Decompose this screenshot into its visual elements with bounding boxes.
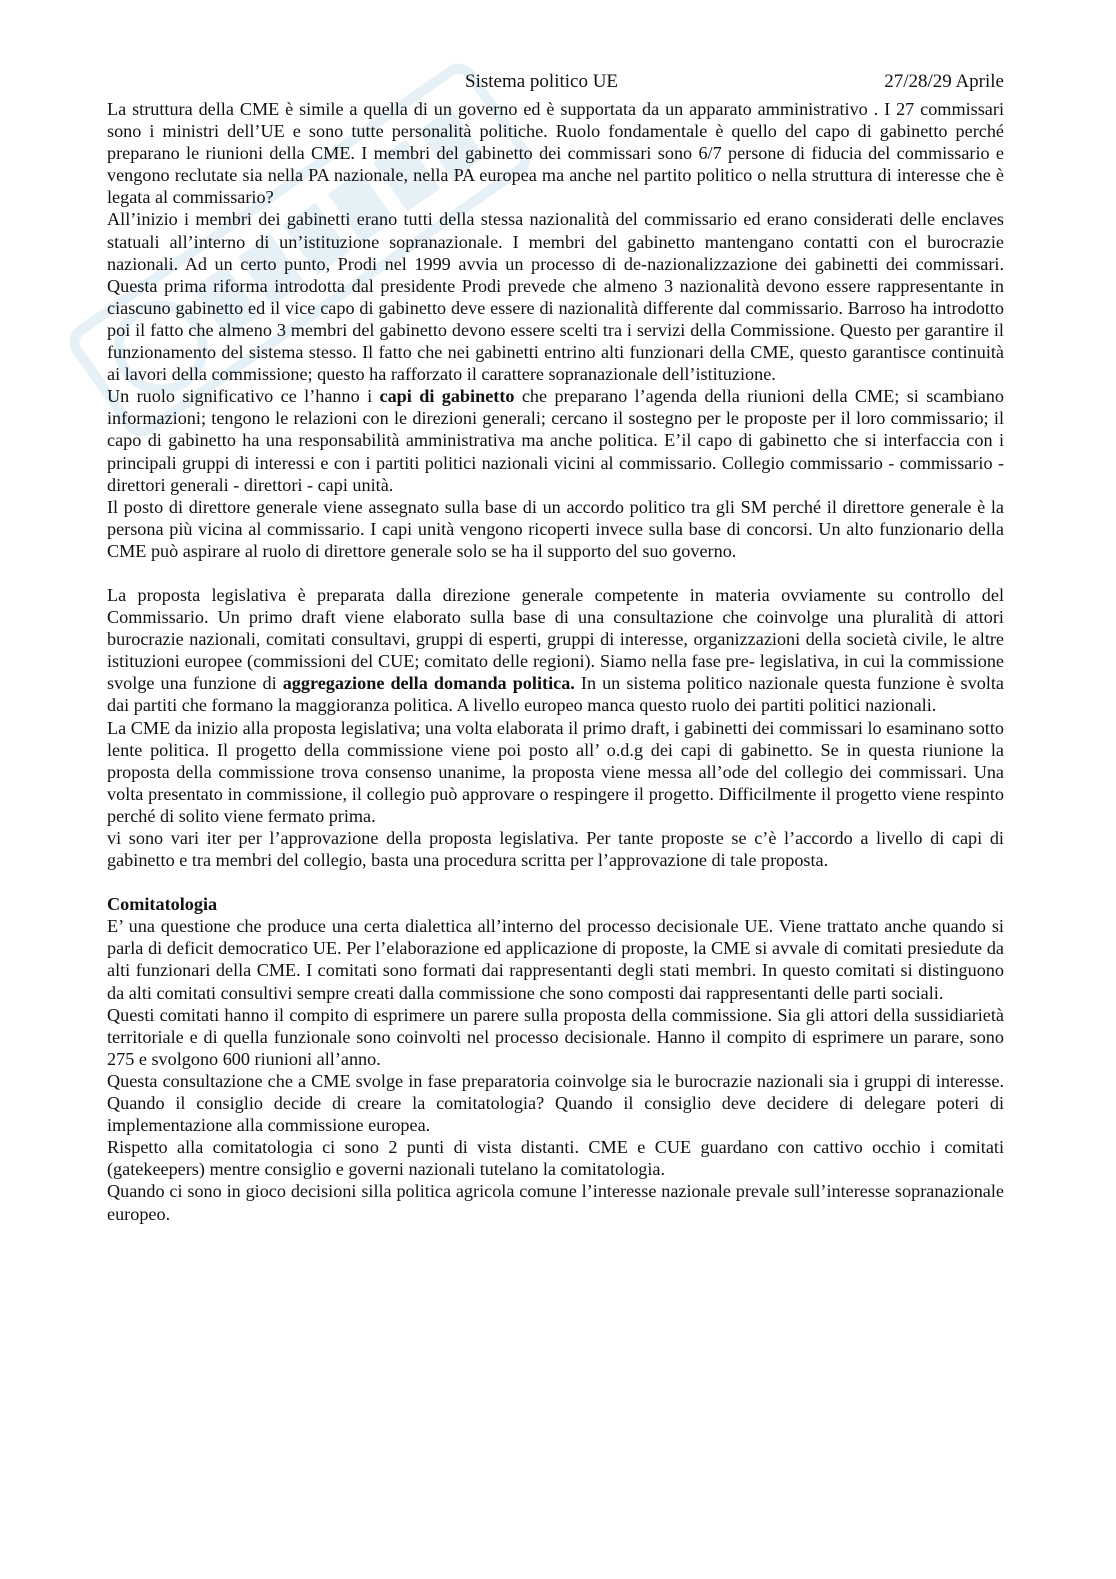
paragraph: Il posto di direttore generale viene assegnato sulla base di un accordo politico tra gli SM perché il direttore generale è la persona più vicina al commissario. I capi unità vengono ricoperti invece sulla base di concorsi. Un alto funzionario della CME può aspirare al ruolo di direttore generale solo se ha il supporto del suo governo. (107, 496, 1004, 561)
document-page (107, 66, 1004, 1225)
bold-term: aggregazione della domanda politica. (282, 673, 575, 694)
paragraph: Quando ci sono in gioco decisioni silla politica agricola comune l’interesse nazionale prevale sull’interesse sopranazionale europeo. (107, 1181, 1004, 1224)
document-body (107, 98, 1004, 1225)
blank-line (107, 562, 1004, 584)
paragraph: vi sono vari iter per l’approvazione della proposta legislativa. Per tante proposte se c’è l’accordo a livello di capi di gabinetto e tra membri del collegio, basta una procedura scritta per l’approvazione di tale proposta. (107, 828, 1004, 871)
bold-term: capi di gabinetto (379, 386, 515, 407)
section-heading: Comitatologia (107, 894, 218, 915)
paragraph (107, 385, 1004, 495)
text-run: Un ruolo significativo ce l’hanno i (107, 386, 380, 407)
text-run: In un sistema politico nazionale questa funzione è svolta dai partiti che formano la maggioranza politica. A livello europeo manca questo ruolo dei partiti politici nazionali. (107, 673, 1004, 716)
header-title: Sistema politico UE (465, 71, 619, 92)
text-run: La proposta legislativa è preparata dalla direzione generale competente in materia ovviamente su controllo del Commissario. Un primo draft viene elaborato sulla base di una consultazione che coinvolge una pluralità di attori burocrazie nazionali, comitati consultavi, gruppi di esperti, gruppi di interesse, organizzazioni della società civile, le altre istituzioni europee (commissioni del CUE; comitato delle regioni). Siamo nella fase pre- legislativa, in cui la commissione svolge una funzione di (107, 584, 1004, 694)
paragraph (107, 584, 1004, 717)
header-dates: 27/28/29 Aprile (884, 71, 1004, 92)
paragraph: Questa consultazione che a CME svolge in fase preparatoria coinvolge sia le burocrazie nazionali sia i gruppi di interesse. Quando il consiglio decide di creare la comitatologia? Quando il consiglio deve decidere di delegare poteri di implementazione alla commissione europea. (107, 1070, 1004, 1136)
page-header (107, 66, 1004, 98)
blank-line (107, 871, 1004, 893)
paragraph: La struttura della CME è simile a quella di un governo ed è supportata da un apparato amministrativo . I 27 commissari sono i ministri dell’UE e sono tutte personalità politiche. Ruolo fondamentale è quello del capo di gabinetto perché preparano le riunioni della CME. I membri del gabinetto dei commissari sono 6/7 persone di fiducia del commissario e vengono reclutate sia nella PA nazionale, nella PA europea ma anche nel partito politico o nella struttura di interesse che è legata al commissario? (107, 99, 1004, 208)
paragraph: Questi comitati hanno il compito di esprimere un parere sulla proposta della commissione. Sia gli attori della sussidiarietà territoriale e di quella funzionale sono coinvolti nel processo decisionale. Hanno il compito di esprimere un parare, sono 275 e svolgono 600 riunioni all’anno. (107, 1004, 1004, 1069)
paragraph: E’ una questione che produce una certa dialettica all’interno del processo decisionale UE. Viene trattato anche quando si parla di deficit democratico UE. Per l’elaborazione ed applicazione di proposte, la CME si avvale di comitati presiedute da alti funzionari della CME. I comitati sono formati dai rappresentanti degli stati membri. In questo comitati si distinguono da alti comitati consultivi sempre creati dalla commissione che sono composti dai rappresentanti delle parti sociali. (107, 916, 1004, 1003)
paragraph: All’inizio i membri dei gabinetti erano tutti della stessa nazionalità del commissario ed erano considerati delle enclaves statuali all’interno di un’istituzione sopranazionale. I membri del gabinetto mantengano contatti con el burocrazie nazionali. Ad un certo punto, Prodi nel 1999 avvia un processo di de-nazionalizzazione dei gabinetti dei commissari. Questa prima riforma introdotta dal presidente Prodi prevede che almeno 3 nazionalità devono essere rappresentante in ciascuno gabinetto ed il vice capo di gabinetto deve essere di nazionalità differente dal commissario. Barroso ha introdotto poi il fatto che almeno 3 membri del gabinetto devono essere scelti tra i servizi della Commissione. Questo per garantire il funzionamento del sistema stesso. Il fatto che nei gabinetti entrino alti funzionari della CME, questo garantisce continuità ai lavori della commissione; questo ha rafforzato il carattere sopranazionale dell’istituzione. (107, 209, 1004, 385)
paragraph: La CME da inizio alla proposta legislativa; una volta elaborata il primo draft, i gabinetti dei commissari lo esaminano sotto lente politica. Il progetto della commissione viene poi posto all’ o.d.g dei capi di gabinetto. Se in questa riunione la proposta della commissione trova consenso unanime, la proposta viene messa all’ode del collegio dei commissari. Una volta presentato in commissione, il collegio può approvare o respingere il progetto. Difficilmente il progetto viene respinto perché di solito viene fermato prima. (107, 717, 1004, 826)
text-run: che preparano l’agenda della riunioni della CME; si scambiano informazioni; tengono le relazioni con le direzioni generali; cercano il sostegno per le proposte per il loro commissario; il capo di gabinetto ha una responsabilità amministrativa ma anche politica. E’il capo di gabinetto che si interfaccia con i principali gruppi di interessi e con i partiti politici nazionali vicini al commissario. Collegio commissario - commissario - direttori generali - direttori - capi unità. (107, 386, 1004, 495)
paragraph: Rispetto alla comitatologia ci sono 2 punti di vista distanti. CME e CUE guardano con cattivo occhio i comitati (gatekeepers) mentre consiglio e governi nazionali tutelano la comitatologia. (107, 1137, 1004, 1180)
